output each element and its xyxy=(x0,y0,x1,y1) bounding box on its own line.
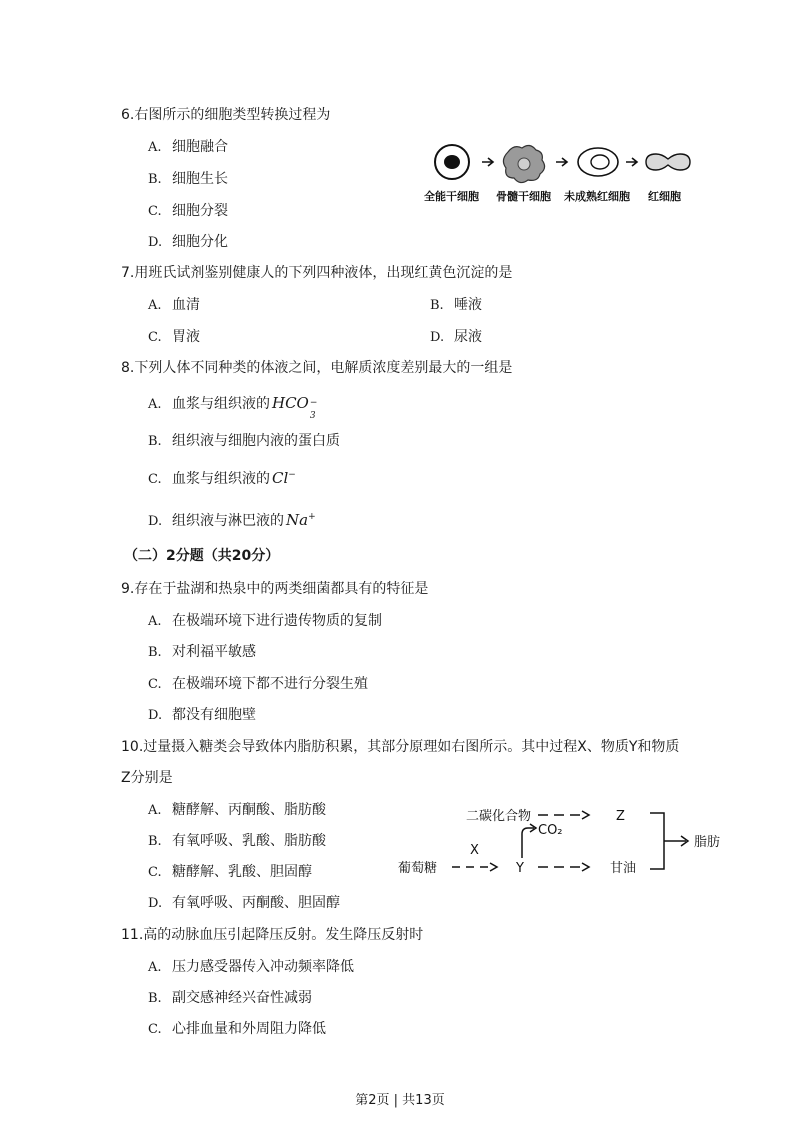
q8-option-b[interactable]: B. 组织液与细胞内液的蛋白质 xyxy=(148,433,340,449)
section-heading: （二）2分题（共20分） xyxy=(124,548,280,564)
formula-na: Na+ xyxy=(286,511,316,529)
label-red-cell: 红细胞 xyxy=(648,190,681,203)
q6-option-b[interactable]: B. 细胞生长 xyxy=(148,171,228,187)
q11-option-c[interactable]: C. 心排血量和外周阻力降低 xyxy=(148,1021,326,1037)
q9-option-d[interactable]: D. 都没有细胞壁 xyxy=(148,707,256,723)
q6-option-a[interactable]: A. 细胞融合 xyxy=(148,139,228,155)
page-footer: 第2页 | 共13页 xyxy=(355,1093,445,1108)
q7-option-d[interactable]: D. 尿液 xyxy=(430,329,482,345)
label-z: Z xyxy=(616,809,625,824)
formula-cl: Cl− xyxy=(272,469,296,487)
label-totipotent: 全能干细胞 xyxy=(424,190,479,203)
arrow-1 xyxy=(482,158,493,166)
label-fat: 脂肪 xyxy=(694,835,721,850)
arrow-3 xyxy=(626,158,637,166)
q11-option-a[interactable]: A. 压力感受器传入冲动频率降低 xyxy=(148,959,354,975)
q10-option-d[interactable]: D. 有氧呼吸、丙酮酸、胆固醇 xyxy=(148,895,340,911)
q11-option-b[interactable]: B. 副交感神经兴奋性减弱 xyxy=(148,990,312,1006)
label-y: Y xyxy=(516,861,524,876)
label-glycerol: 甘油 xyxy=(610,861,637,876)
q8-option-d[interactable]: D. 组织液与淋巴液的 Na+ xyxy=(148,511,316,529)
q7-option-c[interactable]: C. 胃液 xyxy=(148,329,200,345)
question-11-stem: 11.高的动脉血压引起降压反射。发生降压反射时 xyxy=(121,927,424,943)
q9-option-c[interactable]: C. 在极端环境下都不进行分裂生殖 xyxy=(148,676,368,692)
q10-option-c[interactable]: C. 糖酵解、乳酸、胆固醇 xyxy=(148,864,312,880)
immature-red-nucleus xyxy=(591,155,609,169)
q9-option-b[interactable]: B. 对利福平敏感 xyxy=(148,644,256,660)
label-co2: CO₂ xyxy=(538,823,563,838)
label-two-carbon-compound: 二碳化合物 xyxy=(466,809,532,824)
co2-branch-arrow xyxy=(522,828,534,858)
q6-option-c[interactable]: C. 细胞分裂 xyxy=(148,203,228,219)
formula-hco3: HCO − 3 xyxy=(272,394,318,421)
bracket xyxy=(650,813,664,869)
label-bone-marrow: 骨髓干细胞 xyxy=(496,190,551,203)
q8-option-c[interactable]: C. 血浆与组织液的 Cl− xyxy=(148,469,296,487)
q7-option-b[interactable]: B. 唾液 xyxy=(430,297,482,313)
question-10-stem-line1: 10.过量摄入糖类会导致体内脂肪积累，其部分原理如右图所示。其中过程X、物质Y和物质 xyxy=(121,739,680,755)
question-6-stem: 6.右图所示的细胞类型转换过程为 xyxy=(121,107,331,123)
question-9-stem: 9.存在于盐湖和热泉中的两类细菌都具有的特征是 xyxy=(121,581,429,597)
q10-option-a[interactable]: A. 糖酵解、丙酮酸、脂肪酸 xyxy=(148,802,326,818)
question-10-stem-line2: Z分别是 xyxy=(121,770,173,786)
q6-option-d[interactable]: D. 细胞分化 xyxy=(148,234,228,250)
q10-option-b[interactable]: B. 有氧呼吸、乳酸、脂肪酸 xyxy=(148,833,326,849)
arrow-2 xyxy=(556,158,567,166)
bone-marrow-nucleus xyxy=(518,158,530,170)
question-7-stem: 7.用班氏试剂鉴别健康人的下列四种液体，出现红黄色沉淀的是 xyxy=(121,265,513,281)
q8-option-a[interactable]: A. 血浆与组织液的 HCO − 3 xyxy=(148,394,318,421)
label-glucose: 葡萄糖 xyxy=(398,861,438,876)
fat-synthesis-diagram xyxy=(396,796,726,886)
label-x: X xyxy=(470,843,479,858)
immature-red-cell xyxy=(578,148,618,176)
question-8-stem: 8.下列人体不同种类的体液之间，电解质浓度差别最大的一组是 xyxy=(121,360,513,376)
totipotent-nucleus xyxy=(444,155,460,169)
q9-option-a[interactable]: A. 在极端环境下进行遗传物质的复制 xyxy=(148,613,382,629)
label-immature-red: 未成熟红细胞 xyxy=(564,190,630,203)
red-blood-cell xyxy=(646,154,690,170)
cell-differentiation-figure xyxy=(420,140,710,208)
q7-option-a[interactable]: A. 血清 xyxy=(148,297,200,313)
